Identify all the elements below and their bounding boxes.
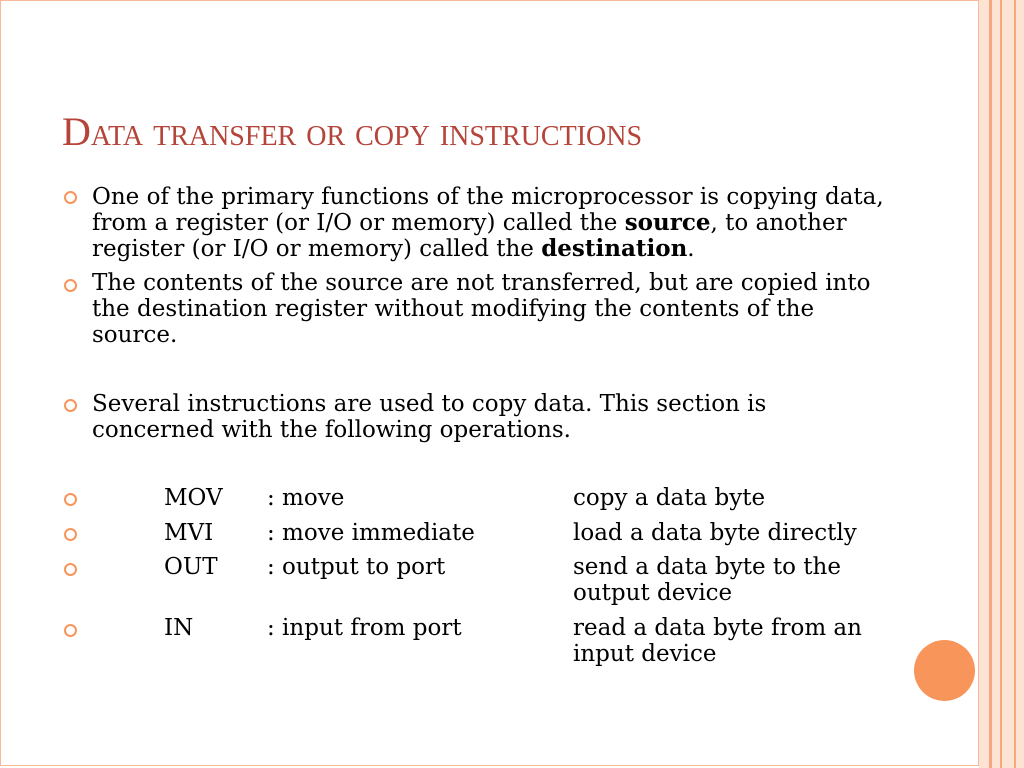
instruction-mnemonic: IN xyxy=(164,615,194,641)
bullet-icon xyxy=(64,399,77,412)
bullet-text-1 xyxy=(92,184,892,262)
bullet-icon xyxy=(64,563,77,576)
bold-term-source: source xyxy=(624,209,711,236)
instruction-description: copy a data byte xyxy=(573,485,766,511)
side-stripe xyxy=(1016,0,1024,768)
bullet-1-part: . xyxy=(687,236,695,262)
decorative-circle xyxy=(914,640,975,701)
instruction-mnemonic: OUT xyxy=(164,554,218,580)
instruction-meaning: : move xyxy=(267,485,345,511)
instruction-mnemonic: MOV xyxy=(164,485,223,511)
bullet-text-3: Several instructions are used to copy data. This section is concerned with the following operations. xyxy=(92,391,767,443)
bullet-1-part: One of the primary functions of the microprocessor is copying data, from a register (or I/O or memory) called the xyxy=(92,184,884,236)
instruction-description: load a data byte directly xyxy=(573,520,857,546)
slide-title: Data transfer or copy instructions xyxy=(62,109,643,154)
side-stripe xyxy=(992,0,1000,768)
bullet-icon xyxy=(64,191,77,204)
bullet-icon xyxy=(64,624,77,637)
side-stripe xyxy=(979,0,989,768)
bullet-icon xyxy=(64,279,77,292)
bullet-icon xyxy=(64,493,77,506)
instruction-meaning: : output to port xyxy=(267,554,446,580)
side-stripe xyxy=(1002,0,1014,768)
instruction-meaning: : move immediate xyxy=(267,520,475,546)
instruction-description: read a data byte from an input device xyxy=(573,615,862,667)
instruction-description: send a data byte to the output device xyxy=(573,554,841,606)
bullet-text-2: The contents of the source are not transferred, but are copied into the destination register without modifying the contents of the source. xyxy=(92,270,871,348)
bullet-icon xyxy=(64,528,77,541)
instruction-meaning: : input from port xyxy=(267,615,462,641)
instruction-mnemonic: MVI xyxy=(164,520,214,546)
bullet-1-part: , to another register (or I/O or memory) called the xyxy=(92,210,847,262)
bold-term-destination: destination xyxy=(541,235,688,262)
